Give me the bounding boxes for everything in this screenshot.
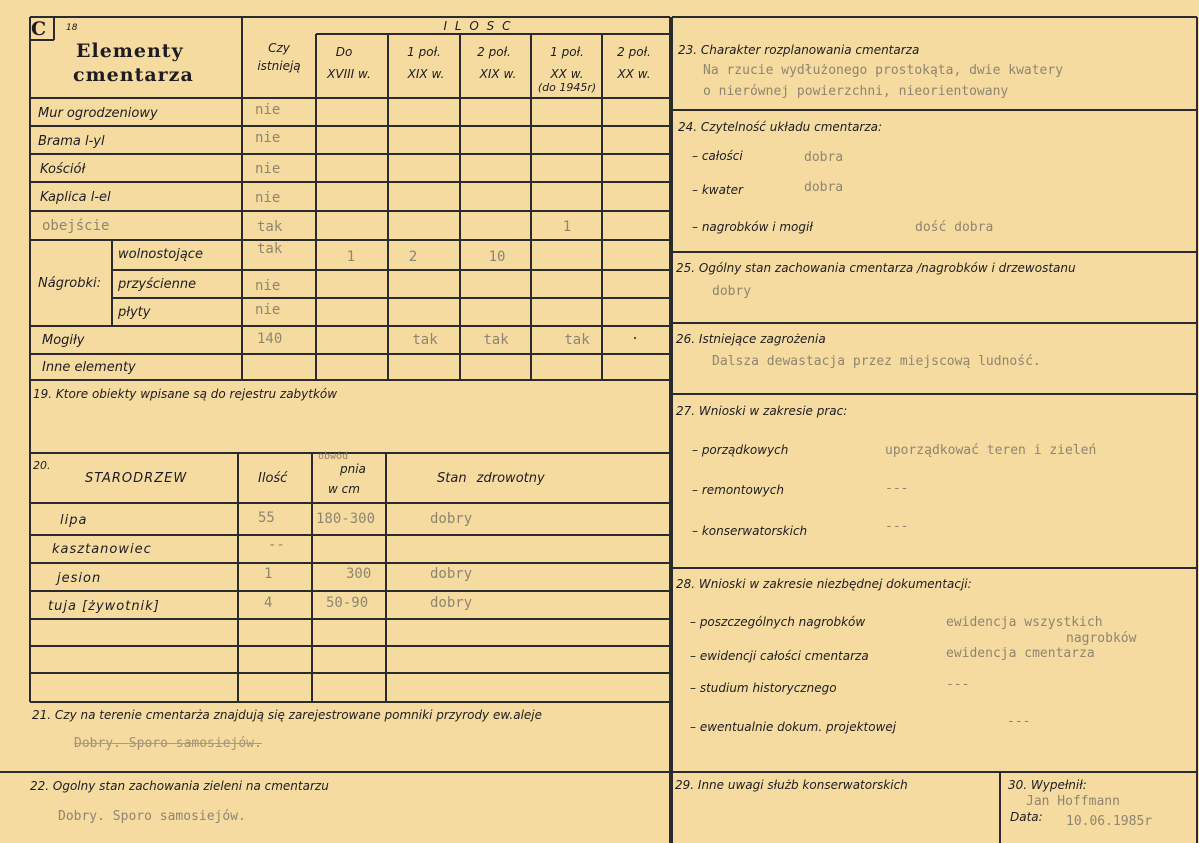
- wolno-period1: 1: [346, 249, 356, 265]
- tree-ilosc-3: 1: [264, 566, 273, 582]
- title-line2: cmentarza: [73, 64, 194, 86]
- q24-item1-label: – całości: [692, 149, 743, 163]
- mogily-period2: tak: [412, 332, 438, 348]
- q25-label: 25. Ogólny stan zachowania cmentarza /nagrobków i drzewostanu: [676, 261, 1076, 275]
- period-5-b: XX w.: [617, 67, 651, 81]
- tree-obwod-3: 300: [346, 566, 372, 582]
- nagrobki-label: Nágrobki:: [38, 276, 102, 291]
- element-label-plyty: płyty: [118, 305, 151, 320]
- element-label-obejscie: obejście: [42, 218, 110, 234]
- period-5-a: 2 poł.: [617, 45, 651, 59]
- q24-item3-label: – nagrobków i mogił: [692, 220, 813, 234]
- czy-kosciol: nie: [255, 161, 281, 177]
- q28-item1-label: – poszczególnych nagrobków: [690, 615, 866, 629]
- q20-header-wcm: w cm: [328, 482, 360, 496]
- q22-label: 22. Ogolny stan zachowania zieleni na cmentarzu: [30, 779, 329, 793]
- element-label-kosciol: Kościół: [40, 162, 86, 177]
- period-4-a: 1 poł.: [550, 45, 584, 59]
- q30-date: 10.06.1985r: [1066, 814, 1153, 829]
- q28-item4-value: ---: [1007, 714, 1031, 729]
- element-label-wolnostojace: wolnostojące: [118, 247, 203, 262]
- q26-label: 26. Istniejące zagrożenia: [676, 332, 826, 346]
- tree-stan-3: dobry: [430, 566, 473, 582]
- element-label-mogily: Mogiły: [42, 333, 85, 348]
- element-label-inne: Inne elementy: [42, 360, 136, 375]
- tree-ilosc-2: --: [268, 537, 285, 553]
- tree-obwod-1: 180-300: [316, 511, 376, 527]
- q28-item2-label: – ewidencji całości cmentarza: [690, 649, 869, 663]
- tree-ilosc-1: 55: [258, 510, 275, 526]
- q20-header-pnia: pnia: [340, 462, 366, 476]
- q29-label: 29. Inne uwagi służb konserwatorskich: [675, 778, 908, 792]
- tree-name-4: tuja [żywotnik]: [48, 599, 160, 614]
- wolno-period2: 2: [408, 249, 418, 265]
- q24-item3-value: dość dobra: [915, 220, 994, 235]
- q28-label: 28. Wnioski w zakresie niezbędnej dokumentacji:: [676, 577, 972, 591]
- czy-brama: nie: [255, 130, 281, 146]
- q30-date-label: Data:: [1010, 810, 1043, 824]
- q26-value: Dalsza dewastacja przez miejscową ludność.: [712, 354, 1041, 369]
- q28-item4-label: – ewentualnie dokum. projektowej: [690, 720, 897, 734]
- q24-item2-value: dobra: [804, 180, 844, 195]
- q24-item2-label: – kwater: [692, 183, 743, 197]
- tree-obwod-4: 50-90: [326, 595, 369, 611]
- q23-value-1: Na rzucie wydłużonego prostokąta, dwie kwatery: [703, 63, 1064, 78]
- q24-label: 24. Czytelność układu cmentarza:: [678, 120, 883, 134]
- obejscie-period4: 1: [562, 219, 572, 235]
- q27-item3-label: – konserwatorskich: [692, 524, 808, 538]
- period-1-b: XVIII w.: [327, 67, 371, 81]
- czy-mogily: 140: [257, 331, 283, 347]
- tree-name-2: kasztanowiec: [52, 542, 152, 557]
- q30-label: 30. Wypełnił:: [1008, 778, 1087, 792]
- q25-value: dobry: [712, 284, 752, 299]
- q20-number: 20.: [33, 459, 51, 472]
- q28-item3-value: ---: [946, 677, 970, 692]
- czy-plyty: nie: [255, 302, 281, 318]
- title-line1: Elementy: [76, 40, 184, 62]
- q24-item1-value: dobra: [804, 150, 844, 165]
- q27-item2-label: – remontowych: [692, 483, 784, 497]
- period-1-a: Do: [335, 45, 353, 59]
- ilosc-header: I L O S C: [443, 19, 513, 33]
- tree-stan-1: dobry: [430, 511, 473, 527]
- element-label-przyscienne: przyścienne: [118, 277, 197, 292]
- q20-header-starodrzew: STARODRZEW: [85, 471, 188, 486]
- period-3-b: XIX w.: [479, 67, 517, 81]
- col-czy-line2: istnieją: [257, 59, 301, 73]
- element-label-kaplica: Kaplica l-el: [40, 190, 111, 205]
- element-label-brama: Brama l-yl: [38, 134, 105, 149]
- period-2-b: XIX w.: [407, 67, 445, 81]
- q27-label: 27. Wnioski w zakresie prac:: [676, 404, 848, 418]
- section-letter: C: [31, 18, 47, 40]
- czy-kaplica: nie: [255, 190, 281, 206]
- czy-obejscie: tak: [257, 219, 283, 235]
- q19-label: 19. Ktore obiekty wpisane są do rejestru zabytków: [33, 387, 338, 401]
- q28-item1-value: ewidencja wszystkich: [946, 615, 1103, 630]
- q27-item3-value: ---: [885, 519, 909, 534]
- q27-item1-value: uporządkować teren i zieleń: [885, 443, 1097, 458]
- mogily-period3: tak: [483, 332, 509, 348]
- col-czy-line1: Czy: [268, 41, 290, 55]
- element-label-mur: Mur ogrodzeniowy: [38, 106, 158, 121]
- q23-value-2: o nierównej powierzchni, nieorientowany: [703, 84, 1009, 99]
- czy-przyscienne: nie: [255, 278, 281, 294]
- period-4-b: XX w.: [550, 67, 584, 81]
- q20-header-ilosc: Ilość: [258, 471, 288, 486]
- q27-item1-label: – porządkowych: [692, 443, 789, 457]
- q20-header-stan: Stan zdrowotny: [437, 471, 545, 486]
- q28-item2-value: ewidencja cmentarza: [946, 646, 1095, 661]
- tree-name-3: jesion: [57, 571, 102, 586]
- tree-ilosc-4: 4: [264, 595, 273, 611]
- q21-label: 21. Czy na terenie cmentarża znajdują się zarejestrowane pomniki przyrody ew.aleje: [32, 708, 543, 722]
- q23-label: 23. Charakter rozplanowania cmentarza: [678, 43, 920, 57]
- tree-stan-4: dobry: [430, 595, 473, 611]
- q27-item2-value: ---: [885, 481, 909, 496]
- period-2-a: 1 poł.: [407, 45, 441, 59]
- czy-mur: nie: [255, 102, 281, 118]
- period-3-a: 2 poł.: [477, 45, 511, 59]
- mogily-period4: tak: [564, 332, 590, 348]
- czy-wolnostojace: tak: [257, 241, 283, 257]
- wolno-period3: 10: [488, 249, 506, 265]
- tree-name-1: lipa: [60, 513, 88, 528]
- section-index: 18: [66, 23, 78, 33]
- q28-item3-label: – studium historycznego: [690, 681, 837, 695]
- q21-value-struck: Dobry. Sporo samosiejów.: [74, 736, 262, 751]
- period-4-c: (do 1945r): [537, 81, 597, 94]
- q22-value: Dobry. Sporo samosiejów.: [58, 809, 246, 824]
- q28-item1-value2: nagrobków: [1066, 631, 1137, 646]
- q30-name: Jan Hoffmann: [1026, 794, 1120, 809]
- q20-header-obwod: obwód: [318, 451, 349, 462]
